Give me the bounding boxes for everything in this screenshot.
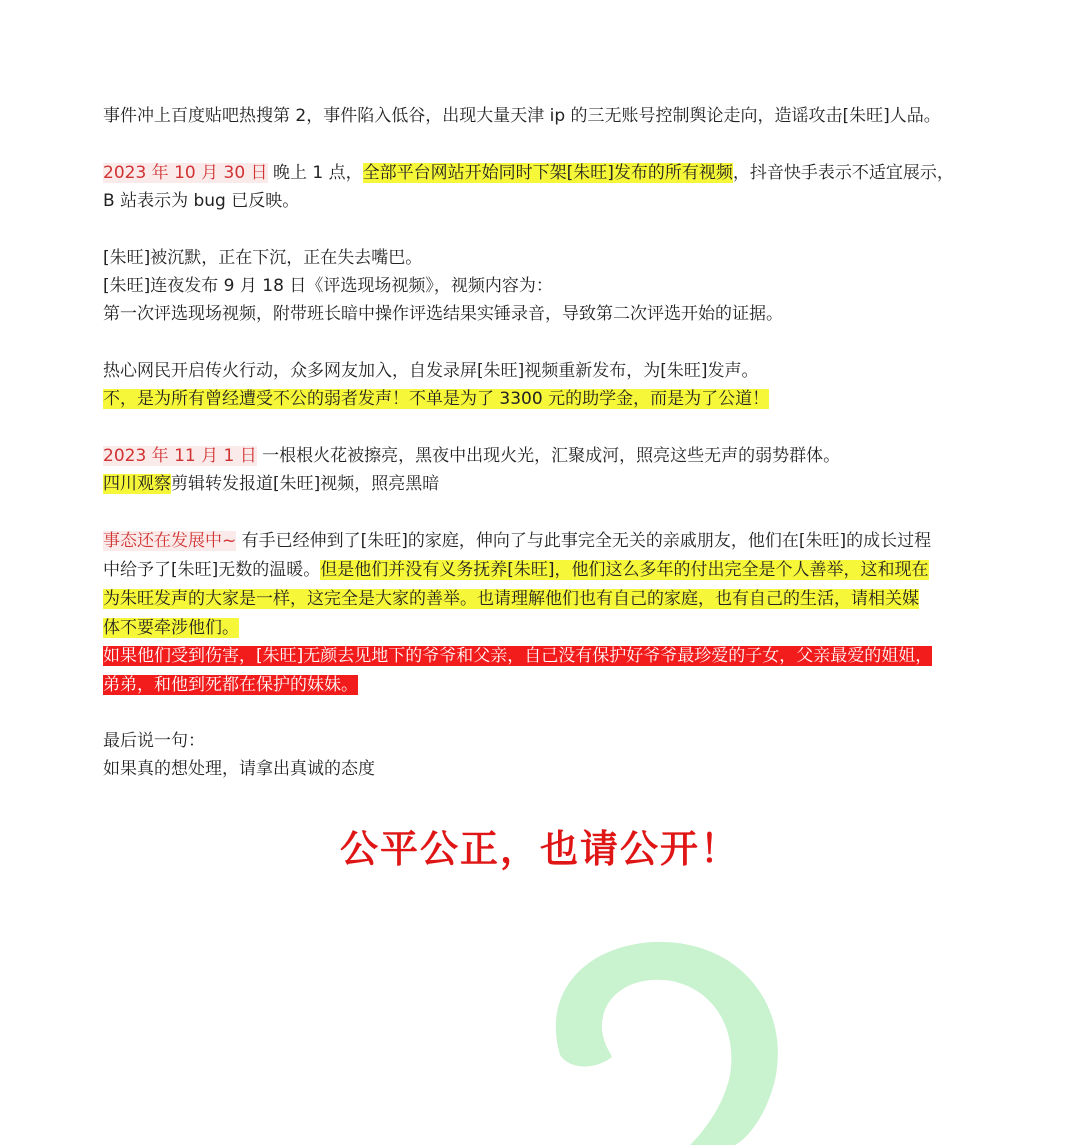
paragraph-text: [朱旺]被沉默，正在下沉，正在失去嘴巴。 — [103, 248, 423, 268]
paragraph-text: ，抖音快手表示不适宜展示， — [732, 163, 954, 183]
highlighted-text: 全部平台网站开始同时下架[朱旺]发布的所有视频 — [362, 163, 733, 183]
paragraph-text: 事件冲上百度贴吧热搜第 2，事件陷入低谷，出现大量天津 ip 的三无账号控制舆论走向，造谣攻击[朱旺]人品。 — [103, 106, 941, 126]
highlighted-text: 体不要牵涉他们。 — [103, 618, 239, 638]
text-line — [103, 585, 1018, 613]
paragraph-text: 晚上 1 点， — [267, 163, 363, 183]
text-line — [103, 159, 1018, 187]
green-swirl-icon — [540, 930, 800, 1145]
text-line — [103, 385, 1018, 413]
text-line — [103, 442, 1018, 470]
text-line — [103, 102, 1018, 130]
date-label: 2023 年 11 月 1 日 — [103, 446, 257, 466]
slogan-heading: 公平公正，也请公开！ — [339, 827, 740, 871]
date-label: 2023 年 10 月 30 日 — [103, 163, 268, 183]
text-line — [103, 755, 1018, 783]
text-line — [103, 244, 1018, 272]
paragraph-text: 热心网民开启传火行动，众多网友加入，自发录屏[朱旺]视频重新发布，为[朱旺]发声。 — [103, 361, 759, 381]
paragraph-text: 最后说一句： — [103, 731, 205, 751]
text-line — [103, 642, 1018, 670]
text-line — [103, 556, 1018, 584]
paragraph-text: 中给予了[朱旺]无数的温暖。 — [103, 560, 321, 580]
red-highlighted-text: 弟弟，和他到死都在保护的妹妹。 — [103, 675, 358, 695]
highlighted-text: 不，是为所有曾经遭受不公的弱者发声！不单是为了 3300 元的助学金，而是为了公道！ — [103, 389, 770, 409]
paragraph-text: B 站表示为 bug 已反映。 — [103, 191, 300, 211]
text-line — [103, 614, 1018, 642]
status-label: 事态还在发展中~ — [103, 531, 237, 551]
text-line — [103, 187, 1018, 215]
paragraph-text: 如果真的想处理，请拿出真诚的态度 — [103, 759, 375, 779]
text-line — [103, 527, 1018, 555]
paragraph-text: 有手已经伸到了[朱旺]的家庭，伸向了与此事完全无关的亲戚朋友，他们在[朱旺]的成长过程 — [236, 531, 932, 551]
text-line — [103, 470, 1018, 498]
text-line — [103, 357, 1018, 385]
highlighted-text: 但是他们并没有义务抚养[朱旺]，他们这么多年的付出完全是个人善举，这和现在 — [320, 560, 929, 580]
red-highlighted-text: 如果他们受到伤害，[朱旺]无颜去见地下的爷爷和父亲，自己没有保护好爷爷最珍爱的子女，父亲最爱的姐姐， — [103, 646, 933, 666]
paragraph-text: 第一次评选现场视频，附带班长暗中操作评选结果实锤录音，导致第二次评选开始的证据。 — [103, 304, 783, 324]
paragraph-text: 剪辑转发报道[朱旺]视频，照亮黑暗 — [171, 474, 440, 494]
text-line — [103, 272, 1018, 300]
highlighted-text: 四川观察 — [103, 474, 171, 494]
paragraph-text: 一根根火花被擦亮，黑夜中出现火光，汇聚成河，照亮这些无声的弱势群体。 — [256, 446, 841, 466]
text-line — [103, 300, 1018, 328]
highlighted-text: 为朱旺发声的大家是一样，这完全是大家的善举。也请理解他们也有自己的家庭，也有自己的生活，请相关媒 — [103, 589, 919, 609]
paragraph-text: [朱旺]连夜发布 9 月 18 日《评选现场视频》，视频内容为： — [103, 276, 553, 296]
text-line — [103, 727, 1018, 755]
text-line — [103, 671, 1018, 699]
